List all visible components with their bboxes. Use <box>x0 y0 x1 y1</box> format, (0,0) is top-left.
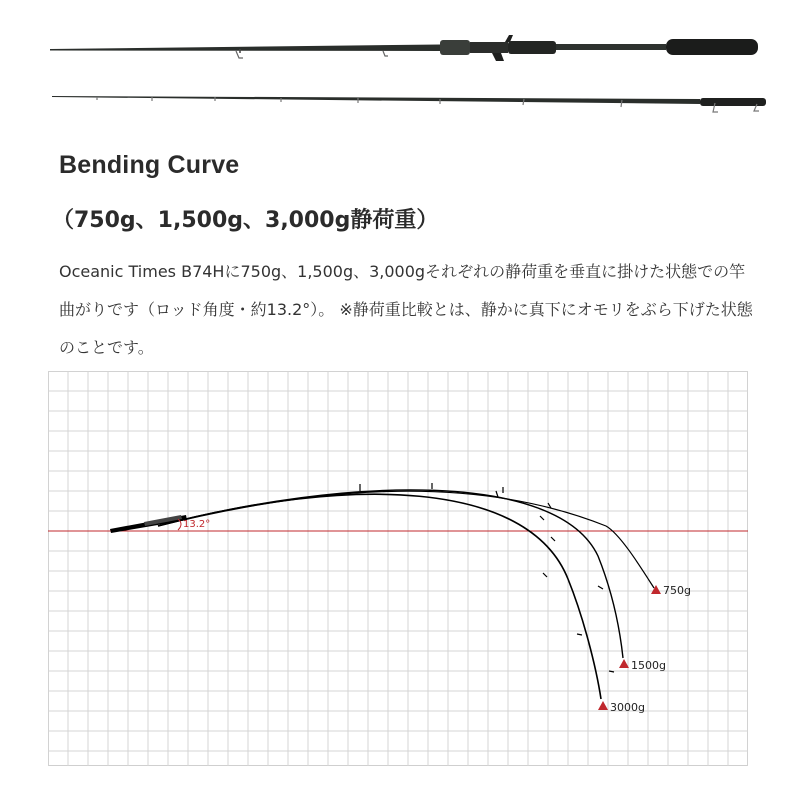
load-label-3000g: 3000g <box>610 701 645 714</box>
load-label-1500g: 1500g <box>631 659 666 672</box>
page-subtitle: （750g、1,500g、3,000g静荷重） <box>52 208 439 233</box>
angle-label: 13.2° <box>183 519 211 530</box>
rod-butt-section-icon <box>50 35 758 61</box>
bending-curve-diagram <box>48 371 748 766</box>
rod-product-image <box>0 0 800 140</box>
page-title: Bending Curve <box>59 151 240 179</box>
rod-tip-section-icon <box>52 96 766 112</box>
load-label-750g: 750g <box>663 584 691 597</box>
description-text: Oceanic Times B74Hに750g、1,500g、3,000gそれぞれの静荷重を垂直に掛けた状態での竿曲がりです（ロッド角度・約13.2°）。 ※静荷重比較とは、静かに真下にオモリをぶら下げた状態のことです。 <box>59 262 753 357</box>
